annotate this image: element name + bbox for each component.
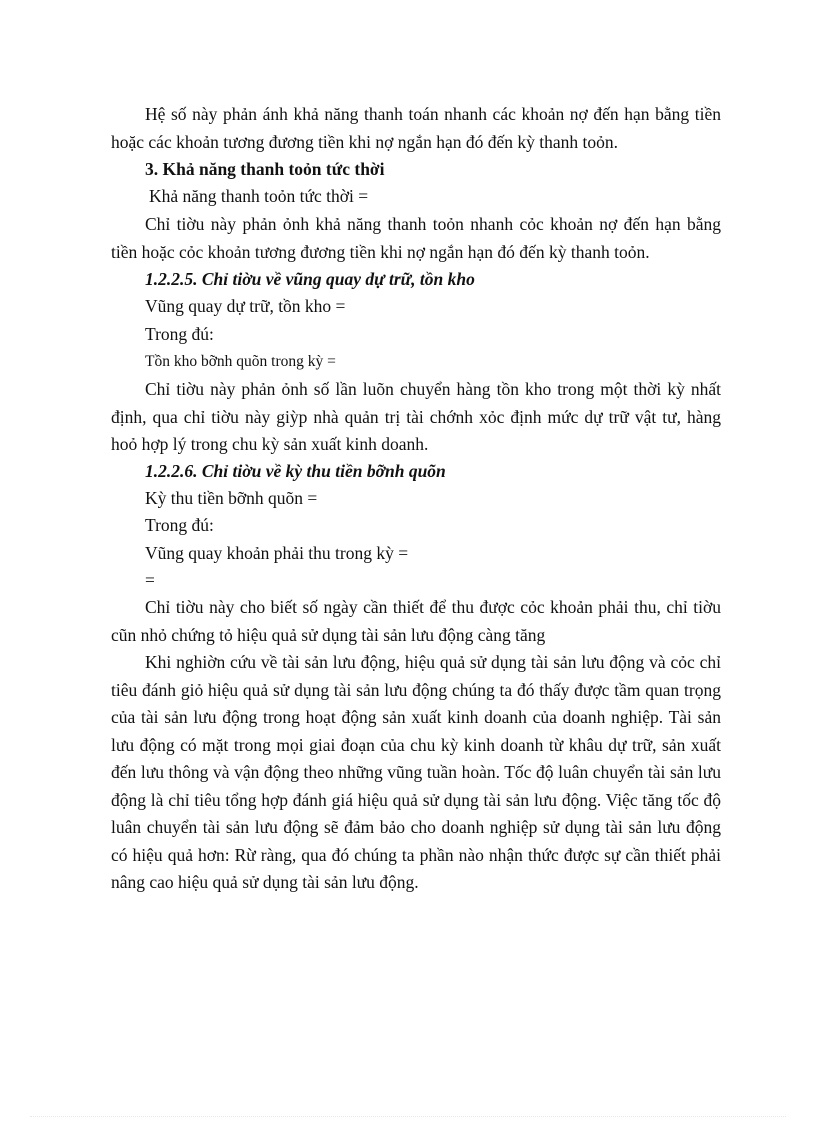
formula-average-inventory: Tồn kho bỡnh quõn trong kỳ = [145,353,336,370]
paragraph-instant-ratio-meaning: Chỉ tiờu này phản ỏnh khả năng thanh toỏn nhanh cỏc khoản nợ đến hạn bằng tiền hoặc cỏc khoản tương đương tiền khi nợ ngắn hạn đó đến kỳ thanh toỏn. [111,214,721,262]
paragraph-conclusion: Khi nghiờn cứu về tài sản lưu động, hiệu quả sử dụng tài sản lưu động và cỏc chỉ tiêu đánh giỏ hiệu quả sử dụng tài sản lưu động chúng ta đó thấy được tầm quan trọng của tài sản lưu động trong hoạt động sản xuất kinh doanh của doanh nghiệp. Tài sản lưu động có mặt trong mọi giai đoạn của chu kỳ kinh doanh từ khâu dự trữ, sản xuất đến lưu thông và vận động theo những vũng tuần hoàn. Tốc độ luân chuyển tài sản lưu động là chỉ tiêu tổng hợp đánh giá hiệu quả sử dụng tài sản lưu động. Việc tăng tốc độ luân chuyển tài sản lưu động sẽ đảm bảo cho doanh nghiệp sử dụng tài sản lưu động có hiệu quả hơn: Rừ ràng, qua đó chúng ta phần nào nhận thức được sự cần thiết phải nâng cao hiệu quả sử dụng tài sản lưu động. [111,652,721,892]
heading-1-2-2-6: 1.2.2.6. Chỉ tiờu về kỳ thu tiền bỡnh quõn [145,461,446,481]
label-where-1: Trong đú: [145,324,214,344]
formula-collection-period: Kỳ thu tiền bỡnh quõn = [145,488,318,508]
heading-instant-ratio: 3. Khả năng thanh toỏn tức thời [145,159,385,179]
formula-equals: = [145,570,155,590]
label-where-2: Trong đú: [145,515,214,535]
page-bottom-rule [30,1116,786,1117]
heading-1-2-2-5: 1.2.2.5. Chỉ tiờu về vũng quay dự trữ, tồn kho [145,269,475,289]
paragraph-quick-ratio-meaning: Hệ số này phản ánh khả năng thanh toán nhanh các khoản nợ đến hạn bằng tiền hoặc các khoản tương đương tiền khi nợ ngắn hạn đó đến kỳ thanh toỏn. [111,104,721,152]
formula-instant-ratio: Khả năng thanh toỏn tức thời = [149,186,369,206]
formula-receivables-turnover: Vũng quay khoản phải thu trong kỳ = [145,543,409,563]
paragraph-collection-meaning: Chỉ tiờu này cho biết số ngày cần thiết để thu được cỏc khoản phải thu, chỉ tiờu cũn nhỏ chứng tỏ hiệu quả sử dụng tài sản lưu động càng tăng [111,597,721,645]
paragraph-inventory-meaning: Chỉ tiờu này phản ỏnh số lần luõn chuyển hàng tồn kho trong một thời kỳ nhất định, qua chỉ tiờu này giỳp nhà quản trị tài chớnh xỏc định mức dự trữ vật tư, hàng hoỏ hợp lý trong chu kỳ sản xuất kinh doanh. [111,379,721,454]
formula-inventory-turnover: Vũng quay dự trữ, tồn kho = [145,296,346,316]
